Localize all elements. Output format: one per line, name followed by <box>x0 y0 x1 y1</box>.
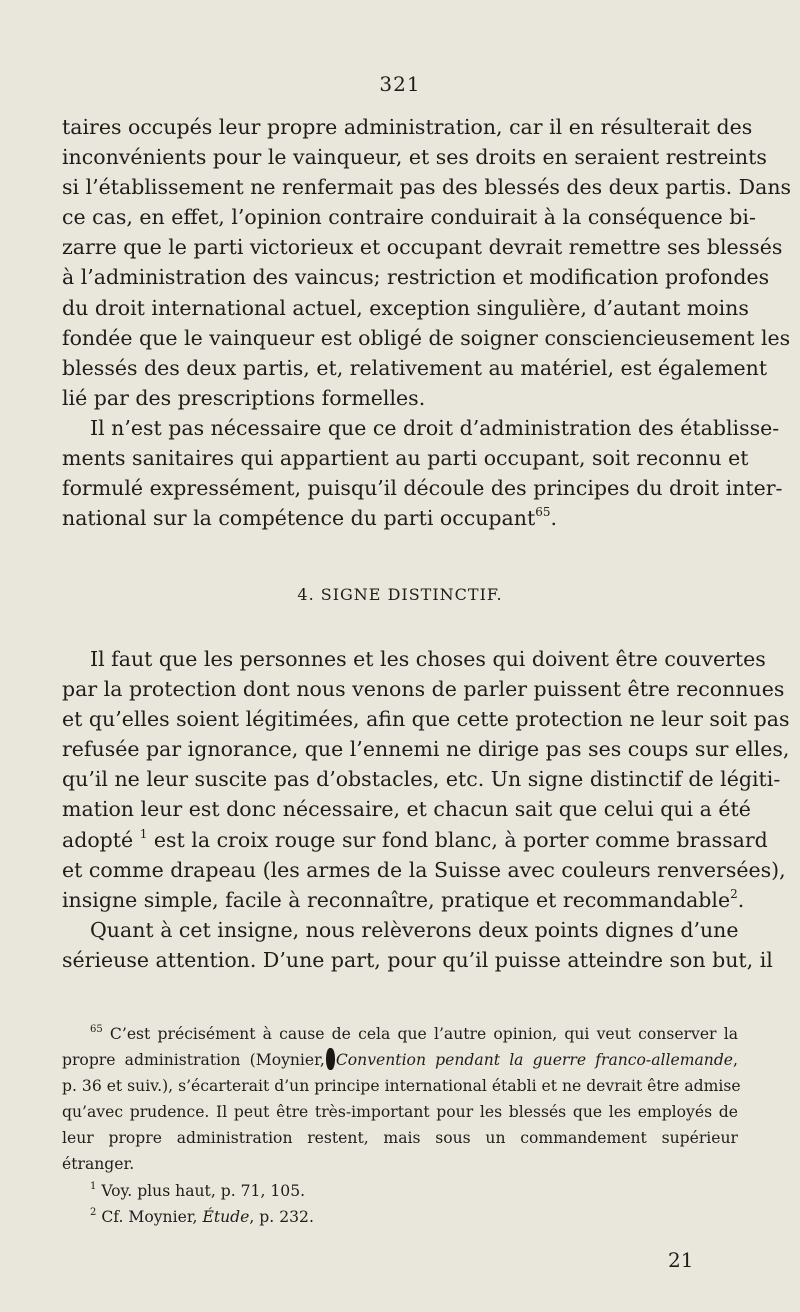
footnote-text: Voy. plus haut, p. 71, 105. <box>96 1181 306 1200</box>
text-line: ce cas, en effet, l’opinion contraire conduirait à la conséquence bi- <box>62 205 756 230</box>
text-line: si l’établissement ne renfermait pas des blessés des deux partis. Dans <box>62 175 792 200</box>
text-line: et comme drapeau (les armes de la Suisse avec couleurs renversées), <box>62 857 786 882</box>
text-line: Il n’est pas nécessaire que ce droit d’administration des établisse- <box>90 415 780 440</box>
footnote-65 <box>62 1021 741 1178</box>
footnote-text: p. 36 et suiv.), s’écarterait d’un <box>62 1077 310 1096</box>
ink-blot <box>326 1048 335 1070</box>
text-line: à l’administration des vaincus; restriction et modification profondes <box>62 265 770 290</box>
text-line: inconvénients pour le vainqueur, et ses droits en seraient restreints <box>62 145 767 170</box>
text-line: ments sanitaires qui appartient au parti occupant, soit reconnu et <box>62 446 749 471</box>
text-line: Il faut que les personnes et les choses qui doivent être couvertes <box>90 647 766 671</box>
text-line <box>62 503 738 533</box>
footnote-marker: 65 <box>90 1024 103 1035</box>
line-end: . <box>737 887 745 912</box>
text-line <box>62 825 768 855</box>
text-line: zarre que le parti victorieux et occupant devrait remettre ses blessés <box>62 235 783 260</box>
footnote-line <box>62 1073 741 1099</box>
text-line <box>62 885 745 915</box>
line-text: insigne simple, facile à reconnaître, pratique et recommandable <box>62 887 731 912</box>
footnote-line <box>62 1047 738 1073</box>
footnote-line <box>62 1178 738 1204</box>
signature-mark: 21 <box>668 1248 694 1272</box>
footnote-1 <box>62 1178 738 1204</box>
footnote-ref-1[interactable]: 1 <box>139 826 148 841</box>
text-line: du droit international actuel, exception singulière, d’autant moins <box>62 295 749 320</box>
footnote-text: principe international établi et ne devrait être admise <box>314 1077 741 1096</box>
text-line: sérieuse attention. D’une part, pour qu’il puisse atteindre son but, il <box>62 947 773 972</box>
footnote-2 <box>62 1204 738 1230</box>
line-text: est la croix rouge sur fond blanc, à porter comme brassard <box>147 827 768 852</box>
text-line: Quant à cet insigne, nous relèverons deux points dignes d’une <box>90 917 739 942</box>
footnote-line: qu’avec prudence. Il peut être très-important pour les blessés que les employés de <box>62 1103 738 1122</box>
text-line: blessés des deux partis, et, relativement au matériel, est également <box>62 355 768 380</box>
section-heading: 4. SIGNE DISTINCTIF. <box>297 585 503 604</box>
footnote-text: C’est précisément à cause de cela que l’autre opinion, qui veut conserver la <box>102 1025 738 1043</box>
footnote-title-italic: Étude <box>202 1207 250 1226</box>
text-line: taires occupés leur propre administration, car il en résulterait des <box>62 115 753 139</box>
line-text: national sur la compétence du parti occupant <box>62 506 536 531</box>
footnote-ref-2[interactable]: 2 <box>730 886 738 901</box>
section-text <box>62 644 790 975</box>
footnote-ref-65[interactable]: 65 <box>535 505 551 520</box>
footnote-text: Cf. Moynier, <box>96 1207 203 1226</box>
text-line: par la protection dont nous venons de parler puissent être reconnues <box>62 677 785 702</box>
text-line: refusée par ignorance, que l’ennemi ne dirige pas ses coups sur elles, <box>62 737 790 762</box>
paragraph-3 <box>62 644 790 915</box>
page-number: 321 <box>379 72 421 96</box>
line-end: . <box>550 506 558 531</box>
text-line: mation leur est donc nécessaire, et chacun sait que celui qui a été <box>62 797 751 822</box>
paragraph-2 <box>62 413 783 533</box>
footnote-line <box>62 1021 738 1047</box>
footnote-line: leur propre administration restent, mais sous un commandement supérieur <box>62 1129 738 1148</box>
footnote-marker: 1 <box>90 1180 97 1192</box>
paragraph-4 <box>62 915 773 975</box>
footnote-title-italic: Convention pendant la guerre franco-allemande <box>335 1051 734 1070</box>
footnote-text: propre administration (Moynier, <box>62 1051 325 1070</box>
text-line: qu’il ne leur suscite pas d’obstacles, etc. Un signe distinctif de légiti- <box>62 767 781 792</box>
footnote-marker: 2 <box>90 1206 97 1218</box>
footnotes <box>62 1021 741 1230</box>
paragraph-1 <box>62 112 792 413</box>
text-line: formulé expressément, puisqu’il découle des principes du droit inter- <box>62 476 783 501</box>
text-line: fondée que le vainqueur est obligé de soigner consciencieusement les <box>62 325 791 350</box>
line-text: adopté <box>62 827 134 852</box>
footnote-text: , p. 232. <box>249 1207 314 1226</box>
footnote-line: étranger. <box>62 1155 135 1174</box>
main-text <box>62 112 792 533</box>
text-line: et qu’elles soient légitimées, afin que cette protection ne leur soit pas <box>62 707 790 732</box>
footnote-line <box>62 1204 738 1230</box>
footnote-text: , <box>733 1051 738 1070</box>
text-line: lié par des prescriptions formelles. <box>62 385 426 410</box>
